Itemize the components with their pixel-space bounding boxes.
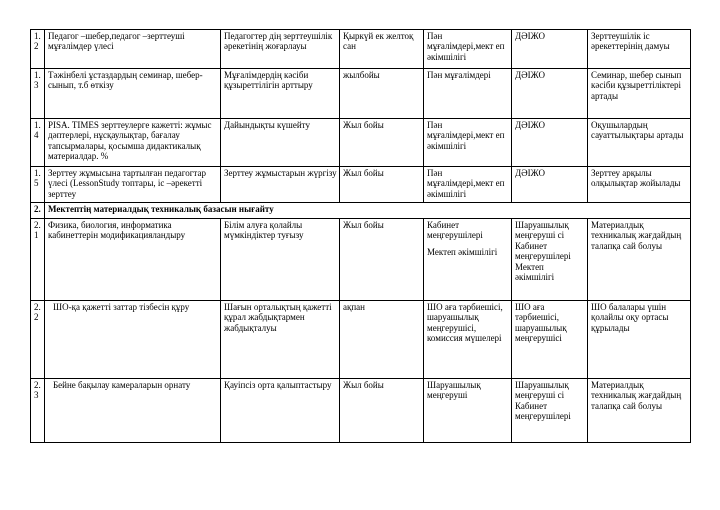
event-cell: ШО-қа қажетті заттар тізбесін құру: [45, 301, 221, 379]
goal-cell: Білім алуға қолайлы мүмкіндіктер туғызу: [221, 219, 340, 301]
responsible-cell: ШО аға тәрбиешісі, шаруашылық меңгерушісі, комиссия мүшелері: [424, 301, 512, 379]
term-cell: жылбойы: [340, 69, 424, 119]
table-row: [31, 119, 691, 167]
result-cell: Семинар, шебер сынып кәсіби құзыреттіліктері артады: [588, 69, 691, 119]
responsible-cell: Шаруашылық меңгеруші: [424, 379, 512, 443]
result-cell: Зерттеушілік іс әрекеттерінің дамуы: [588, 30, 691, 69]
result-cell: Материалдық техникалық жағдайдың талапқа сай болуы: [588, 219, 691, 301]
row-number: 2. 1: [31, 219, 45, 301]
plan-table: [30, 29, 691, 443]
document-page: [30, 29, 690, 443]
event-cell: Тәжінбелі ұстаздардың семинар, шебер- сынып, т.б өткізу: [45, 69, 221, 119]
responsible-cell: Пән мұғалімдері: [424, 69, 512, 119]
control-cell: [512, 379, 588, 443]
table-row: [31, 69, 691, 119]
goal-cell: Дайындықты күшейту: [221, 119, 340, 167]
section-number: 2.: [31, 203, 45, 219]
result-cell: Зерттеу арқылы олқылықтар жойылады: [588, 167, 691, 203]
control-line: Кабинет меңгерушілері: [515, 400, 571, 422]
control-cell: ДӘІЖО: [512, 30, 588, 69]
event-cell: Педагог –шебер,педагог –зерттеуші мұғалімдер үлесі: [45, 30, 221, 69]
result-cell: ШО балалары үшін қолайлы оқу ортасы құрылады: [588, 301, 691, 379]
table-row: [31, 301, 691, 379]
event-cell: Бейне бақылау камераларын орнату: [45, 379, 221, 443]
term-cell: Жыл бойы: [340, 119, 424, 167]
control-cell: [512, 219, 588, 301]
result-cell: Материалдық техникалық жағдайдың талапқа сай болуы: [588, 379, 691, 443]
responsible-cell: Пән мұғалімдері,мект еп әкімшілігі: [424, 119, 512, 167]
goal-cell: Мұғалімдердің кәсіби құзыреттілігін арттыру: [221, 69, 340, 119]
goal-cell: Педагогтер дің зерттеушілік әрекетінің жоғарлауы: [221, 30, 340, 69]
term-cell: Жыл бойы: [340, 379, 424, 443]
control-line: Шаруашылық меңгеруші сі: [515, 220, 569, 241]
table-row: [31, 30, 691, 69]
control-cell: ДӘІЖО: [512, 119, 588, 167]
section-header-row: [31, 203, 691, 219]
term-cell: Жыл бойы: [340, 219, 424, 301]
table-row: [31, 167, 691, 203]
row-number: 1. 4: [31, 119, 45, 167]
goal-cell: Шағын орталықтың қажетті құрал жабдықтармен жабдықталуы: [221, 301, 340, 379]
responsible-cell: [424, 219, 512, 301]
section-title: Мектептің материалдық техникалық базасын нығайту: [45, 203, 691, 219]
term-cell: Қыркүй ек желтоқ сан: [340, 30, 424, 69]
goal-cell: Қауіпсіз орта қалыптастыру: [221, 379, 340, 443]
control-line: Кабинет меңгерушілері Мектеп әкімшілігі: [515, 240, 571, 283]
term-cell: Жыл бойы: [340, 167, 424, 203]
goal-cell: Зерттеу жұмыстарын жүргізу: [221, 167, 340, 203]
event-cell: Физика, биология, информатика кабинеттерін модификацияландыру: [45, 219, 221, 301]
row-number: 1. 3: [31, 69, 45, 119]
result-cell: Оқушылардың сауаттылықтары артады: [588, 119, 691, 167]
table-row: [31, 219, 691, 301]
table-row: [31, 379, 691, 443]
event-cell: PISA. TIMES зерттеулерге кажетті: жұмыс дәптерлері, нұсқаулықтар, бағалау тапсырмалары, қосымша дидактикалық материалдар. %: [45, 119, 221, 167]
responsible-line: Кабинет меңгерушілері: [427, 220, 483, 241]
event-cell: Зерттеу жұмысына тартылған педагогтар үлесі (LessonStudy топтары, іс –әрекетті зерттеу: [45, 167, 221, 203]
control-cell: ДӘІЖО: [512, 69, 588, 119]
control-cell: ШО аға тәрбиешісі, шаруашылық меңгерушісі: [512, 301, 588, 379]
responsible-cell: Пән мұғалімдері,мект еп әкімшілігі: [424, 167, 512, 203]
responsible-cell: Пән мұғалімдері,мект еп әкімшілігі: [424, 30, 512, 69]
row-number: 2. 3: [31, 379, 45, 443]
row-number: 1. 2: [31, 30, 45, 69]
term-cell: ақпан: [340, 301, 424, 379]
responsible-line: Мектеп әкімшілігі: [427, 246, 498, 257]
control-cell: ДӘІЖО: [512, 167, 588, 203]
row-number: 2. 2: [31, 301, 45, 379]
row-number: 1. 5: [31, 167, 45, 203]
control-line: Шаруашылық меңгеруші сі: [515, 380, 569, 401]
